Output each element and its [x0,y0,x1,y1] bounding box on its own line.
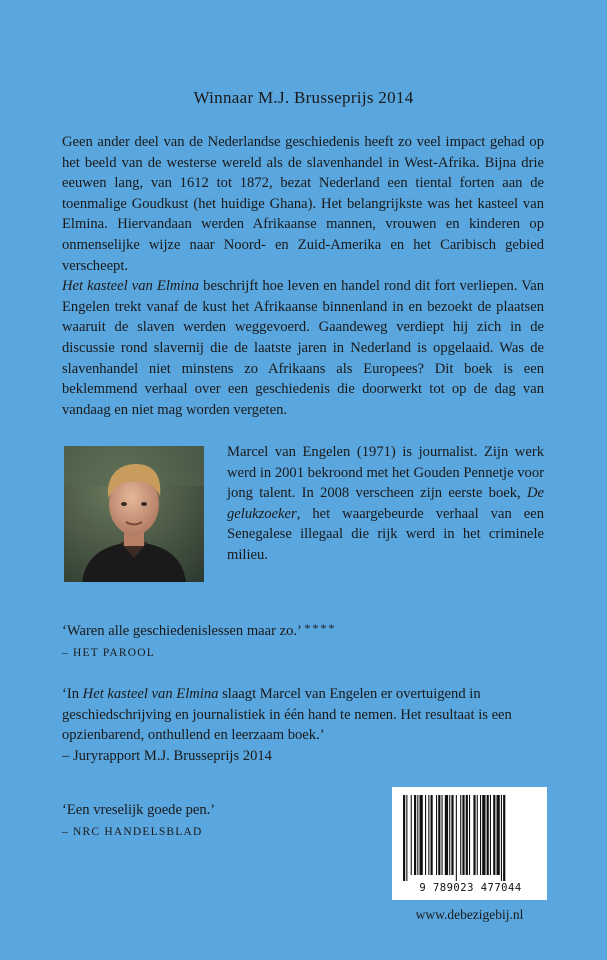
barcode-bar [477,795,478,875]
barcode-bar [462,795,464,875]
rating-stars: **** [304,621,337,635]
review-quote-parool [62,618,337,663]
author-bio-text-1: Marcel van Engelen (1971) is journalist. Zijn werk werd in 2001 bekroond met het Gouden Pennetje voor jong talent. In 2008 verscheen zijn eerste boek, [227,444,544,502]
barcode-bar [411,795,412,875]
barcode-bar [473,795,475,875]
book-title: Het kasteel van Elmina [62,278,200,295]
review-quote-text: ‘Een vreselijk goede pen.’ [62,802,216,818]
barcode-bar [451,795,453,875]
barcode-bar [436,795,437,875]
barcode-bar [480,795,481,875]
barcode-bar [417,795,418,875]
barcode [392,787,547,900]
blurb-paragraph-2-text: beschrijft hoe leven en handel rond dit fort verliepen. Van Engelen trekt vanaf de kust het Afrikaanse binnenland in en bezoekt de plaatsen waaruit de slaven werden weggevoerd. Gaandeweg verdiept hij zich in de discussie rond slavernij die de laatste jaren in Nederland is opgelaaid. Was de slavenhandel niet minstens zo Afrikaans als Europees? Dit boek is een beklemmend verhaal over een geschiedenis die doorwerkt tot op de dag van vandaag en niet mag worden vergeten. [62,278,544,418]
barcode-bar [431,795,433,875]
jury-quote-book-title: Het kasteel van Elmina [82,686,219,702]
barcode-bar [482,795,485,875]
barcode-bar [466,795,468,875]
barcode-bar [425,795,426,875]
barcode-bar [449,795,450,875]
barcode-bar [420,795,423,875]
review-source: – HET PAROOL [62,646,155,659]
author-bio-text-2: , het waargebeurde verhaal van een Senegalese illegaal die rijk werd in het criminele milieu. [227,505,544,563]
barcode-bar [445,795,448,875]
review-source: – Juryrapport M.J. Brusseprijs 2014 [62,747,272,764]
barcode-bar [497,795,500,875]
award-heading: Winnaar M.J. Brusseprijs 2014 [193,88,414,107]
review-quote-jury [62,684,544,766]
barcode-bar [487,795,489,875]
jury-quote-text-2: slaagt Marcel van Engelen er overtuigend in geschiedschrijving en journalistiek in één hand te nemen. Het resultaat is een opzienbarend, onthullend en leerzaam boek.’ [62,686,512,744]
author-first-book-title: De gelukzoeker [227,485,544,522]
barcode-bar [442,795,443,875]
barcode-bar [428,795,429,875]
barcode-bar [438,795,440,875]
back-cover-blurb [62,132,544,420]
barcode-bar [490,795,491,875]
author-bio [227,442,544,566]
blurb-paragraph-2 [62,276,544,420]
barcode-bar [501,795,502,881]
review-source: – NRC HANDELSBLAD [62,825,203,838]
barcode-bars [401,795,538,881]
review-quote-nrc [62,800,215,842]
blurb-paragraph-1: Geen ander deel van de Nederlandse geschiedenis heeft zo veel impact gehad op het beeld van de westerse wereld als de slavenhandel in West-Afrika. Bijna drie eeuwen lang, van 1612 tot 1872, bezat Nederland een tiental forten aan de toenmalige Goudkust (het huidige Ghana). Het belangrijkste was het kasteel van Elmina. Hiervandaan werden Afrikaanse mannen, vrouwen en kinderen op onmenselijke wijze naar Noord- en Zuid-Amerika en het Caribisch gebied verscheept. [62,134,544,274]
author-photo [64,446,204,582]
barcode-bar [460,795,461,875]
barcode-bar [403,795,405,881]
isbn-number: 9 789023 477044 [419,882,522,894]
barcode-bar [503,795,505,881]
barcode-bar [414,795,416,875]
jury-quote-text-1: ‘In [62,686,83,702]
barcode-bar [456,795,457,881]
publisher-website: www.debezigebij.nl [415,907,524,922]
barcode-bar [406,795,407,881]
barcode-bar [493,795,495,875]
barcode-bar [469,795,470,875]
review-quote-text: ‘Waren alle geschiedenislessen maar zo.’ [62,623,301,639]
